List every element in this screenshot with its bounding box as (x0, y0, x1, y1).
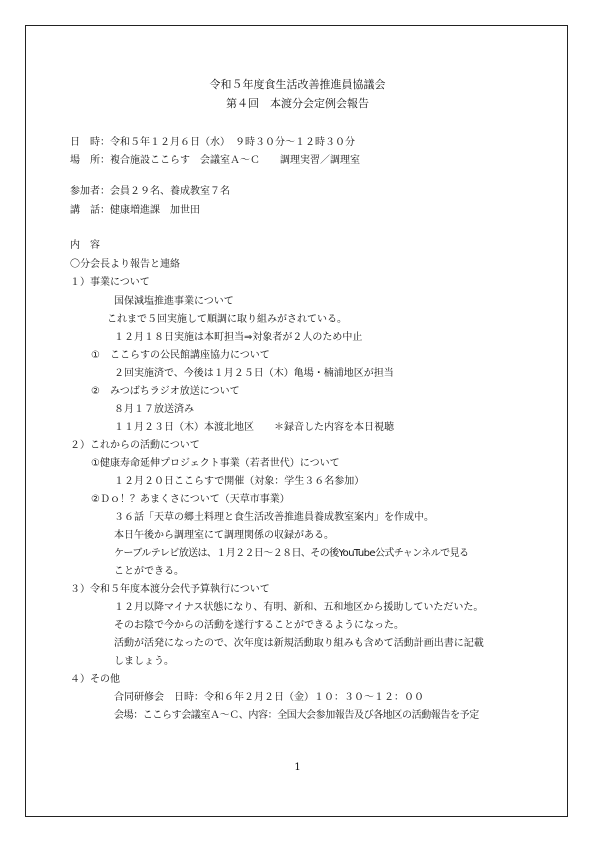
section-1-title: １）事業について (70, 277, 150, 288)
section-2-item-2-line: ３６話「天草の郷土料理と食生活改善推進員養成教室案内」を作成中。 (114, 512, 434, 523)
section-3-line: そのお陰で今からの活動を遂行することができるようになった。 (114, 620, 404, 631)
section-1-line: これまで５回実施して順調に取り組みがされている。 (107, 314, 347, 325)
section-3-title: ３）令和５年度本渡分会代予算執行について (70, 584, 270, 595)
section-4-line: 会場：ここらす会議室Ａ～Ｃ、内容：全国大会参加報告及び各地区の活動報告を予定 (114, 710, 479, 721)
intro-line: 〇分会長より報告と連絡 (70, 259, 180, 270)
section-3-line: しましょう。 (114, 656, 174, 667)
section-2-item-2-line: ケーブルテレビ放送は、１月２２日～２８日、その後YouTube公式チャンネルで見る (114, 548, 469, 559)
section-1-item-2-line: １１月２３日（木）本渡北地区 ＊録音した内容を本日視聴 (114, 422, 394, 433)
section-2-item-2-line: 本日午後から調理室にて調理関係の収録がある。 (114, 530, 334, 541)
section-3-line: 活動が活発になったので、次年度は新規活動取り組みも含めて活動計画出書に記載 (114, 638, 484, 649)
section-1-item-1-line: ２回実施済で、今後は１月２５日（木）亀場・楠浦地区が担当 (114, 368, 394, 379)
section-4-title: ４）その他 (70, 674, 120, 685)
lecture: 講 話：健康増進課 加世田 (70, 205, 200, 216)
section-4-line: 合同研修会 日時：令和６年２月２日（金）１０：３０～１２：００ (114, 692, 424, 703)
section-2-item-2-line: ことができる。 (114, 566, 184, 577)
section-1-item-1-title: ① ここらすの公民館講座協力について (91, 350, 270, 361)
section-2-item-1-line: １２月２０日ここらすで開催（対象：学生３６名参加） (114, 476, 365, 487)
report-title-line2: 第４回 本渡分会定例会報告 (226, 97, 369, 110)
section-2-title: ２）これからの活動について (70, 440, 200, 451)
page-number: 1 (294, 762, 301, 773)
meeting-place: 場 所：複合施設ここらす 会議室Ａ～Ｃ 調理実習／調理室 (70, 155, 360, 166)
participants: 参加者：会員２９名、養成教室７名 (70, 186, 230, 197)
section-3-line: １２月以降マイナス状態になり、有明、新和、五和地区から援助していただいた。 (114, 602, 484, 613)
section-2-item-1-title: ①健康寿命延伸プロジェクト事業（若者世代）について (91, 458, 340, 469)
section-1-item-2-title: ② みつばちラジオ放送について (91, 386, 240, 397)
section-1-line: １２月１８日実施は本町担当⇒対象者が２人のため中止 (114, 332, 363, 343)
section-1-item-2-line: ８月１７放送済み (114, 404, 194, 415)
contents-heading: 内 容 (70, 240, 100, 251)
meeting-datetime: 日 時：令和５年１２月６日（水） ９時３０分～１２時３０分 (70, 137, 355, 148)
section-1-line: 国保減塩推進事業について (114, 296, 234, 307)
report-title-line1: 令和５年度食生活改善推進員協議会 (209, 78, 386, 91)
section-2-item-2-title: ②Ｄｏ！？あまくさについて（天草市事業） (91, 494, 290, 505)
